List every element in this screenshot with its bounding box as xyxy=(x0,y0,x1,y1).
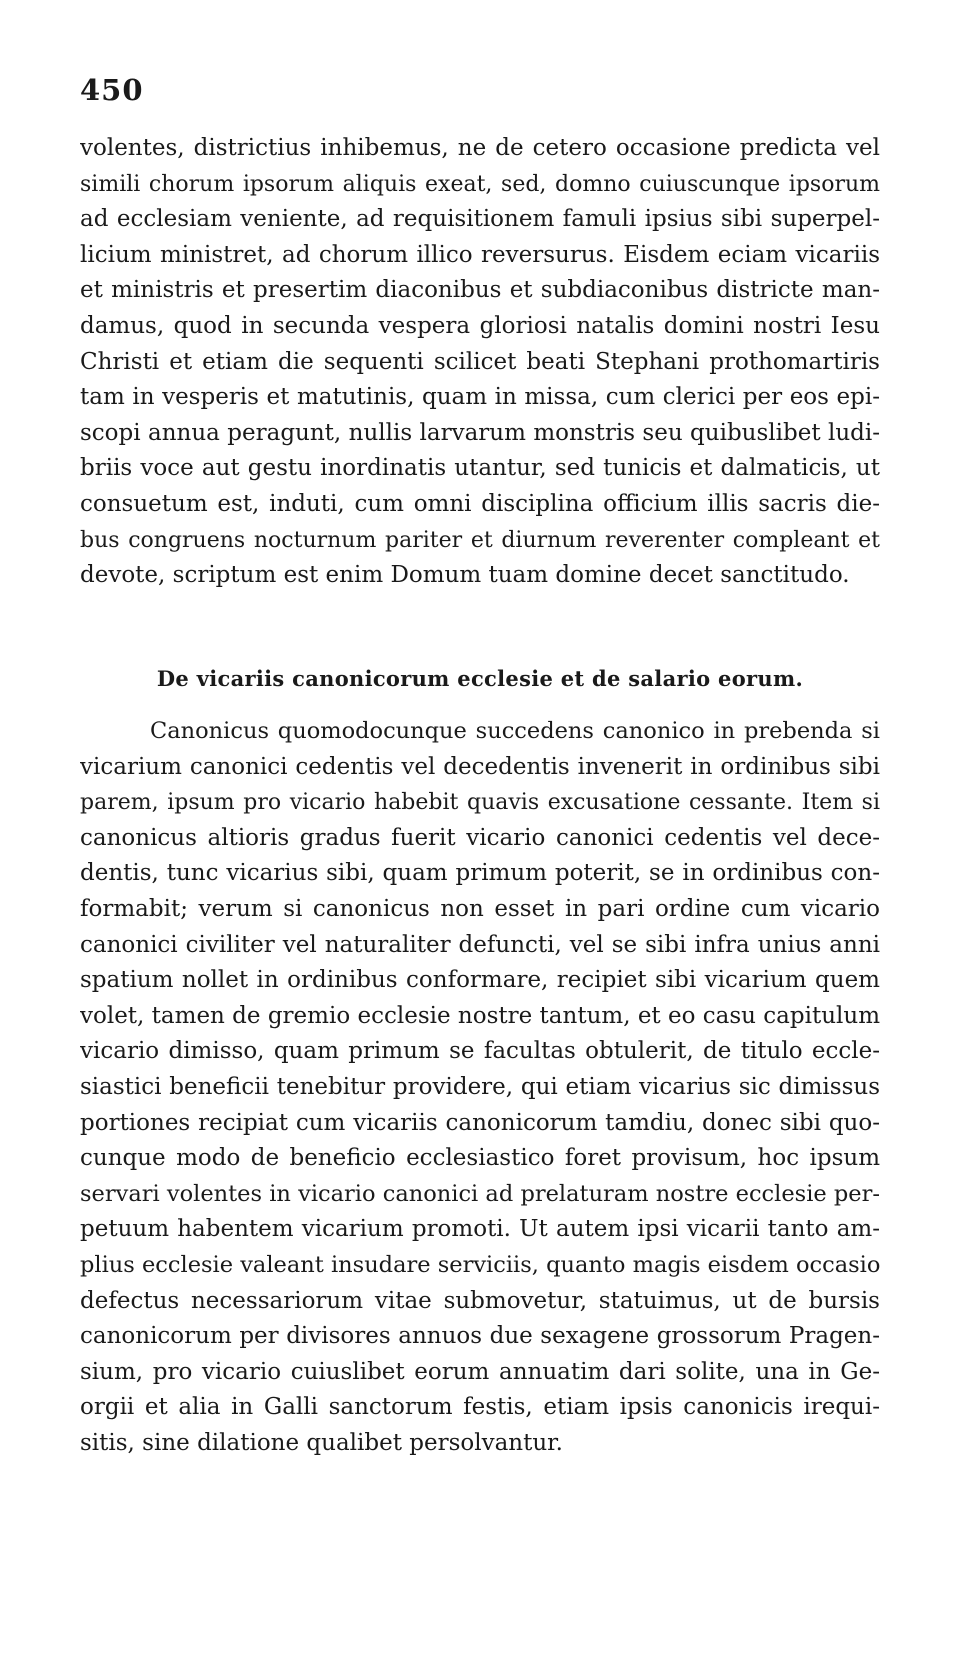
paragraph-1 xyxy=(80,131,880,594)
text-line: tam in vesperis et matutinis, quam in missa, cum clerici per eos epi- xyxy=(80,384,880,411)
text-line: dentis, tunc vicarius sibi, quam primum poterit, se in ordinibus con- xyxy=(80,860,880,887)
text-line: Christi et etiam die sequenti scilicet beati Stephani prothomartiris xyxy=(80,348,880,375)
text-line: canonicorum per divisores annuos due sexagene grossorum Pragen- xyxy=(80,1323,880,1350)
text-line: defectus necessariorum vitae submovetur, statuimus, ut de bursis xyxy=(80,1287,880,1314)
text-line: formabit; verum si canonicus non esset in pari ordine cum vicario xyxy=(80,895,880,922)
text-line: briis voce aut gestu inordinatis utantur, sed tunicis et dalmaticis, ut xyxy=(80,455,880,482)
text-line: et ministris et presertim diaconibus et subdiaconibus districte man- xyxy=(80,277,880,304)
text-line: servari volentes in vicario canonici ad prelaturam nostre ecclesie per- xyxy=(80,1180,880,1207)
text-line: vicario dimisso, quam primum se facultas obtulerit, de titulo eccle- xyxy=(80,1038,880,1065)
text-line: scopi annua peragunt, nullis larvarum monstris seu quibuslibet ludi- xyxy=(80,419,880,446)
text-line: vicarium canonici cedentis vel decedentis invenerit in ordinibus sibi xyxy=(80,753,880,780)
text-line: simili chorum ipsorum aliquis exeat, sed, domno cuiuscunque ipsorum xyxy=(80,171,880,197)
page-number: 450 xyxy=(80,73,144,107)
text-line: canonici civiliter vel naturaliter defuncti, vel se sibi infra unius anni xyxy=(80,931,880,958)
text-line: petuum habentem vicarium promoti. Ut autem ipsi vicarii tanto am- xyxy=(80,1216,880,1243)
section-heading: De vicariis canonicorum ecclesie et de salario eorum. xyxy=(156,666,804,691)
text-line: sitis, sine dilatione qualibet persolvantur. xyxy=(80,1429,563,1456)
text-line: plius ecclesie valeant insudare serviciis, quanto magis eisdem occasio xyxy=(80,1251,880,1278)
text-line: bus congruens nocturnum pariter et diurnum reverenter compleant et xyxy=(80,527,880,553)
text-line: cunque modo de beneficio ecclesiastico foret provisum, hoc ipsum xyxy=(80,1145,880,1172)
text-line: portiones recipiat cum vicariis canonicorum tamdiu, donec sibi quo- xyxy=(80,1109,880,1136)
text-line: ad ecclesiam veniente, ad requisitionem famuli ipsius sibi superpel- xyxy=(80,206,880,233)
text-line: damus, quod in secunda vespera gloriosi natalis domini nostri Iesu xyxy=(80,312,880,339)
text-line: siastici beneficii tenebitur providere, qui etiam vicarius sic dimissus xyxy=(80,1073,880,1100)
text-line: consuetum est, induti, cum omni disciplina officium illis sacris die- xyxy=(80,490,880,517)
text-line: orgii et alia in Galli sanctorum festis, etiam ipsis canonicis irequi- xyxy=(80,1394,880,1421)
text-line: Canonicus quomodocunque succedens canonico in prebenda si xyxy=(150,718,880,744)
text-line: canonicus altioris gradus fuerit vicario canonici cedentis vel dece- xyxy=(80,824,880,851)
text-line: sium, pro vicario cuiuslibet eorum annuatim dari solite, una in Ge- xyxy=(80,1358,880,1385)
text-line: licium ministret, ad chorum illico reversurus. Eisdem eciam vicariis xyxy=(80,241,880,268)
paragraph-2 xyxy=(80,714,880,1461)
text-line: volet, tamen de gremio ecclesie nostre tantum, et eo casu capitulum xyxy=(80,1002,880,1029)
text-line: devote, scriptum est enim Domum tuam domine decet sanctitudo. xyxy=(80,562,850,589)
text-line: parem, ipsum pro vicario habebit quavis excusatione cessante. Item si xyxy=(80,790,880,816)
text-line: volentes, districtius inhibemus, ne de cetero occasione predicta vel xyxy=(80,135,880,161)
text-line: spatium nollet in ordinibus conformare, recipiet sibi vicarium quem xyxy=(80,967,880,994)
